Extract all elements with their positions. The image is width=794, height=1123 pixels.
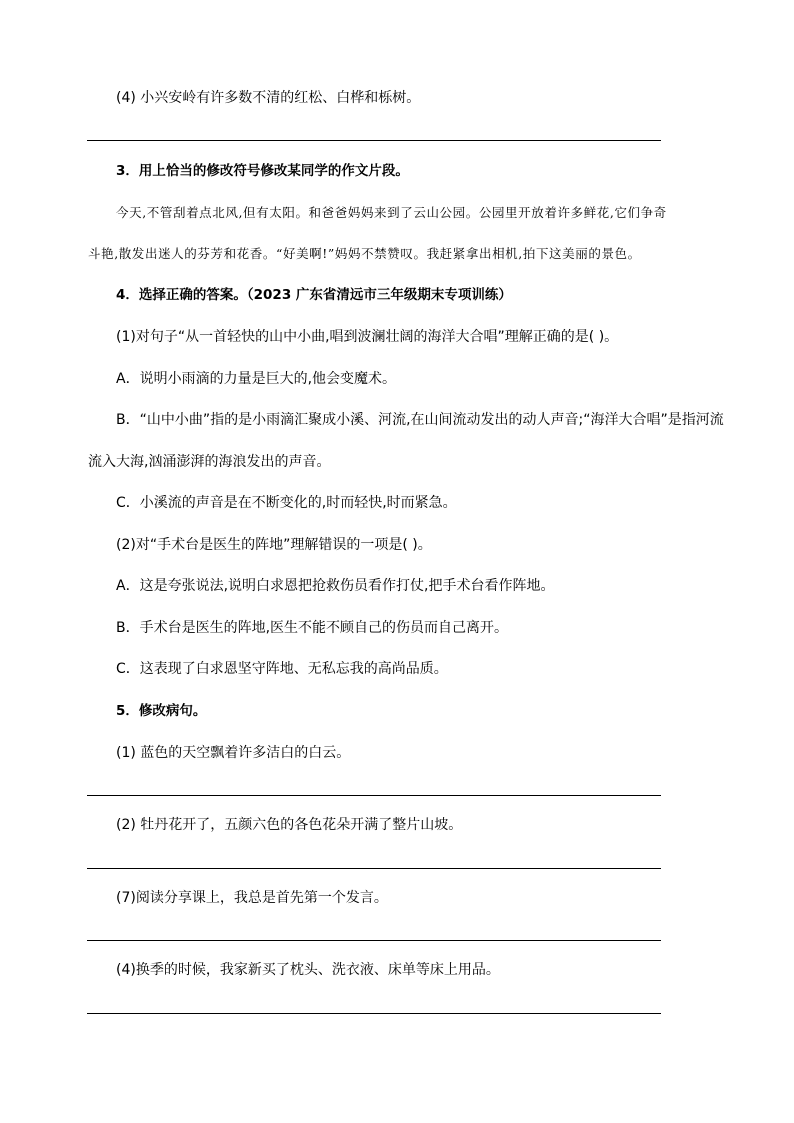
essay-line-1: 今天,不管刮着点北风,但有太阳。和爸爸妈妈来到了云山公园。公园里开放着许多鲜花,它们争奇	[116, 205, 667, 220]
q4-2-question: (2)对“手术台是医生的阵地”理解错误的一项是( )。	[116, 537, 432, 553]
answer-line	[87, 1013, 661, 1014]
essay-line-2: 斗艳,散发出迷人的芬芳和花香。“好美啊!”妈妈不禁赞叹。我赶紧拿出相机,拍下这美丽的景色。	[88, 246, 641, 261]
q5-item-4: (4)换季的时候，我家新买了枕头、洗衣液、床单等床上用品。	[116, 962, 500, 978]
q4-1-option-b: B．“山中小曲”指的是小雨滴汇聚成小溪、河流,在山间流动发出的动人声音;“海洋大合唱”是指河流	[116, 412, 724, 428]
q5-heading: 5．修改病句。	[116, 703, 207, 719]
q5-item-3: (7)阅读分享课上，我总是首先第一个发言。	[116, 890, 388, 906]
answer-line	[87, 940, 661, 941]
answer-line	[87, 868, 661, 869]
q4-1-option-b-cont: 流入大海,汹涌澎湃的海浪发出的声音。	[88, 454, 331, 470]
answer-line	[87, 795, 661, 796]
q3-heading: 3．用上恰当的修改符号修改某同学的作文片段。	[116, 163, 409, 179]
q4-2-option-a: A．这是夸张说法,说明白求恩把抢救伤员看作打仗,把手术台看作阵地。	[116, 578, 555, 594]
q4-1-question: (1)对句子“从一首轻快的山中小曲,唱到波澜壮阔的海洋大合唱”理解正确的是( )。	[116, 329, 619, 345]
q4-1-option-a: A．说明小雨滴的力量是巨大的,他会变魔术。	[116, 371, 397, 387]
answer-line	[87, 140, 661, 141]
q4-1-option-c: C．小溪流的声音是在不断变化的,时而轻快,时而紧急。	[116, 495, 457, 511]
q5-item-1: (1) 蓝色的天空飘着许多洁白的白云。	[116, 745, 351, 761]
q2-item-4: (4) 小兴安岭有许多数不清的红松、白桦和栎树。	[116, 90, 421, 106]
q4-heading: 4．选择正确的答案。（2023 广东省清远市三年级期末专项训练）	[116, 287, 512, 303]
q4-2-option-c: C．这表现了白求恩坚守阵地、无私忘我的高尚品质。	[116, 661, 448, 677]
q5-item-2: (2) 牡丹花开了，五颜六色的各色花朵开满了整片山坡。	[116, 817, 463, 833]
q4-2-option-b: B．手术台是医生的阵地,医生不能不顾自己的伤员而自己离开。	[116, 620, 509, 636]
